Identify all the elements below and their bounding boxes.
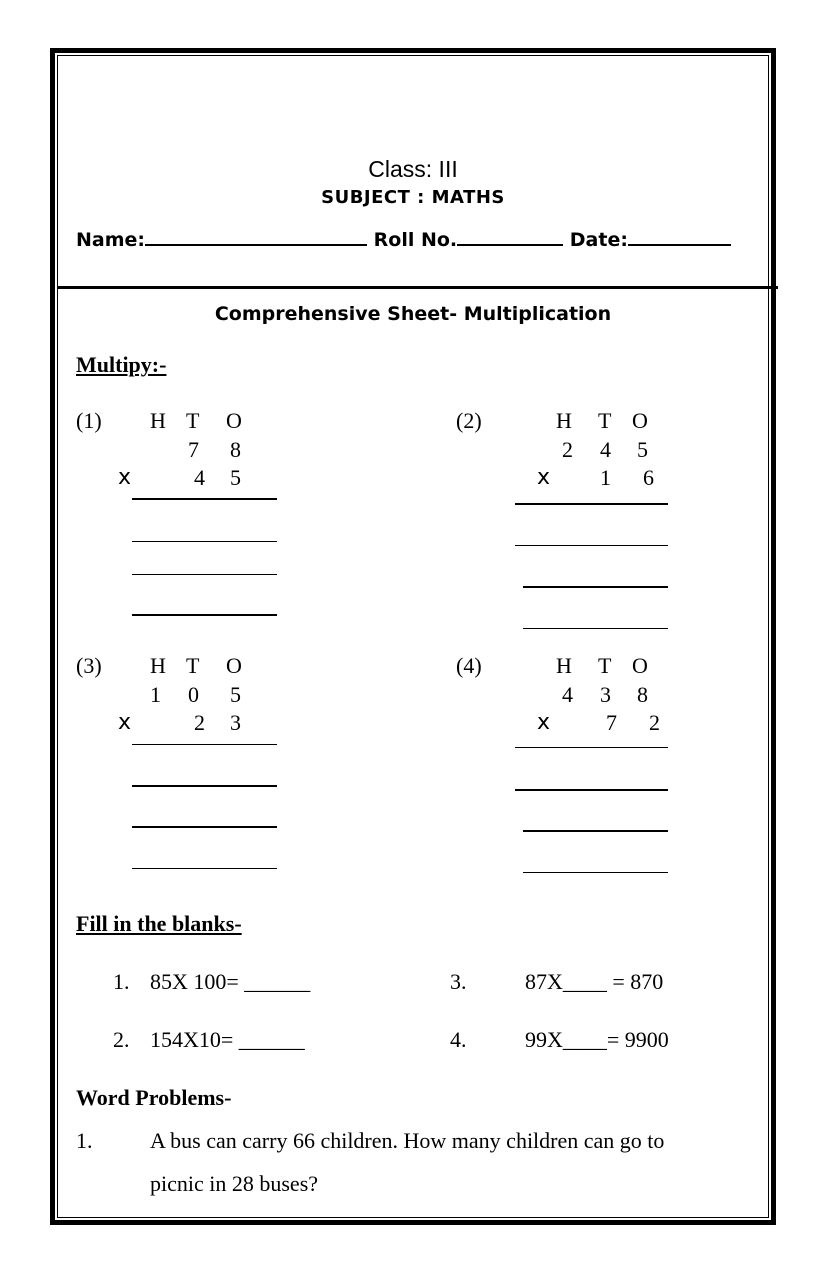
student-info-row	[76, 227, 731, 251]
problem-label: (2)	[456, 408, 482, 433]
digit: 4	[562, 682, 573, 707]
word-problems-heading: Word Problems-	[76, 1085, 232, 1110]
working-line[interactable]	[523, 872, 668, 873]
digit: 5	[230, 465, 241, 490]
col-header-o: O	[226, 653, 242, 678]
answer-line	[132, 744, 277, 745]
col-header-t: T	[598, 653, 612, 678]
working-line[interactable]	[515, 789, 668, 791]
word-problem-text: picnic in 28 buses?	[150, 1171, 319, 1196]
col-header-h: H	[556, 653, 572, 678]
working-line[interactable]	[132, 541, 277, 542]
digit: 1	[600, 465, 611, 490]
word-problem-text: A bus can carry 66 children. How many children can go to	[150, 1128, 665, 1153]
digit: 1	[150, 682, 161, 707]
digit: 4	[194, 465, 205, 490]
fill-item-text[interactable]: 99X____= 9900	[525, 1027, 669, 1052]
times-sign: x	[118, 465, 132, 490]
working-line[interactable]	[523, 586, 668, 588]
digit: 2	[194, 710, 205, 735]
fill-item-number: 1.	[113, 969, 130, 994]
multiply-heading: Multipy:-	[76, 352, 167, 377]
digit: 7	[606, 710, 617, 735]
sheet-title: Comprehensive Sheet- Multiplication	[214, 303, 612, 325]
header-divider	[57, 286, 778, 289]
fill-item-number: 3.	[450, 969, 467, 994]
col-header-h: H	[150, 653, 166, 678]
word-problem-number: 1.	[76, 1128, 93, 1153]
roll-blank[interactable]	[457, 227, 563, 246]
digit: 4	[600, 437, 611, 462]
name-label: Name:	[76, 229, 146, 251]
col-header-t: T	[186, 653, 200, 678]
date-label: Date:	[569, 229, 628, 251]
col-header-o: O	[632, 653, 648, 678]
answer-line	[515, 747, 668, 748]
times-sign: x	[537, 465, 551, 490]
working-line[interactable]	[132, 785, 277, 787]
working-line[interactable]	[132, 826, 277, 828]
answer-line	[515, 503, 668, 505]
digit: 8	[637, 682, 648, 707]
times-sign: x	[537, 710, 551, 735]
roll-label: Roll No.	[373, 229, 458, 251]
digit: 3	[230, 710, 241, 735]
working-line[interactable]	[515, 545, 668, 546]
col-header-o: O	[226, 408, 242, 433]
fill-item-number: 4.	[450, 1027, 467, 1052]
col-header-o: O	[632, 408, 648, 433]
problem-label: (4)	[456, 653, 482, 678]
digit: 5	[230, 682, 241, 707]
digit: 5	[637, 437, 648, 462]
subject-label: SUBJECT : MATHS	[321, 187, 505, 208]
times-sign: x	[118, 710, 132, 735]
fill-item-text[interactable]: 85X 100= ______	[150, 969, 311, 994]
fill-item-number: 2.	[113, 1027, 130, 1052]
problem-label: (1)	[76, 408, 102, 433]
col-header-h: H	[150, 408, 166, 433]
digit: 7	[188, 437, 199, 462]
working-line[interactable]	[523, 830, 668, 832]
problem-label: (3)	[76, 653, 102, 678]
name-blank[interactable]	[145, 227, 367, 246]
digit: 6	[643, 465, 654, 490]
working-line[interactable]	[132, 614, 277, 616]
date-blank[interactable]	[628, 227, 731, 246]
working-line[interactable]	[523, 628, 668, 629]
digit: 2	[649, 710, 660, 735]
answer-line	[132, 498, 277, 500]
working-line[interactable]	[132, 868, 277, 869]
digit: 0	[188, 682, 199, 707]
fill-item-text[interactable]: 154X10= ______	[150, 1027, 305, 1052]
fill-blanks-heading: Fill in the blanks-	[76, 911, 242, 936]
digit: 8	[230, 437, 241, 462]
col-header-h: H	[556, 408, 572, 433]
class-label: Class: III	[368, 156, 458, 182]
fill-item-text[interactable]: 87X____ = 870	[525, 969, 664, 994]
digit: 3	[600, 682, 611, 707]
col-header-t: T	[598, 408, 612, 433]
working-line[interactable]	[132, 574, 277, 575]
digit: 2	[562, 437, 573, 462]
col-header-t: T	[186, 408, 200, 433]
